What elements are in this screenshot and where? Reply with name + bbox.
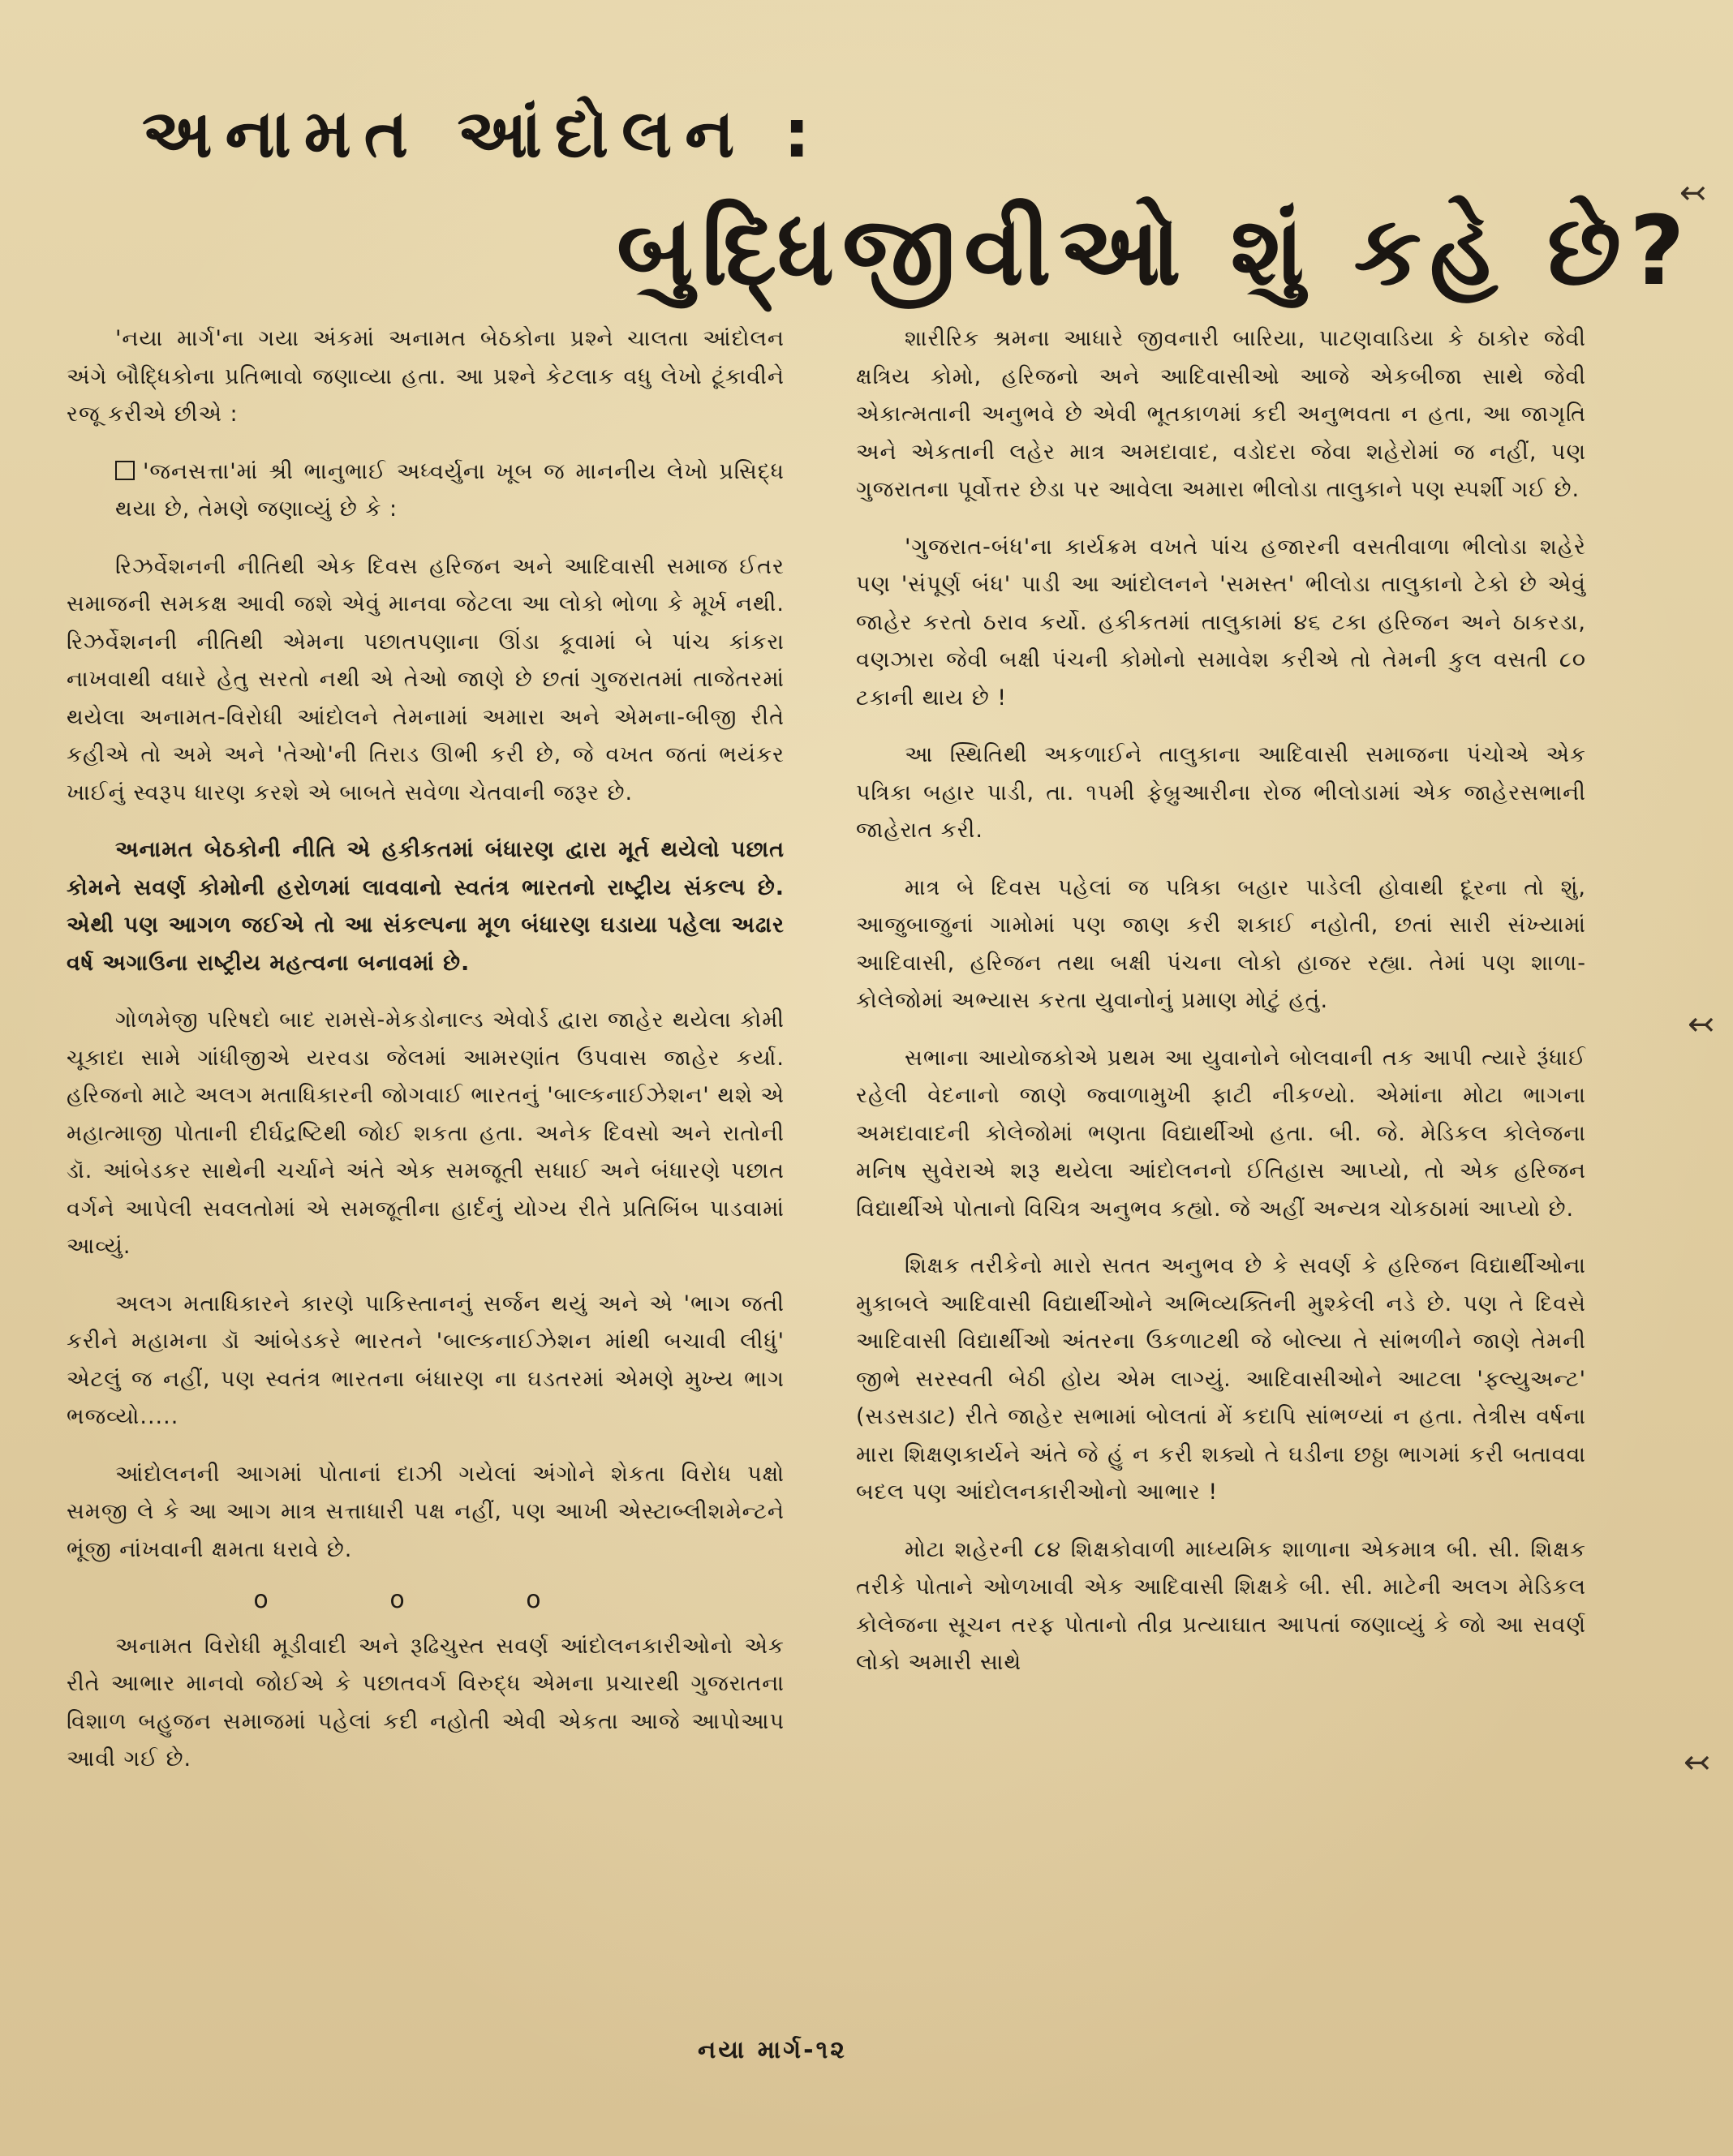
paragraph: સભાના આયોજકોએ પ્રથમ આ યુવાનોને બોલવાની તક આપી ત્યારે રૂંધાઈ રહેલી વેદનાનો જાણે જ્વાળામુખી ફાટી નીકળ્યો. એમાંના મોટા ભાગના અમદાવાદની કોલેજોમાં ભણતા વિદ્યાર્થીઓ હતા. બી. જે. મેડિકલ કોલેજના મનિષ સુવેરાએ શરૂ થયેલા આંદોલનનો ઈતિહાસ આપ્યો, તો એક હરિજન વિદ્યાર્થીએ પોતાનો વિચિત્ર અનુભવ કહ્યો. જે અહીં અન્યત્ર ચોકઠામાં આપ્યો છે. bbox=[856, 1045, 1586, 1222]
paragraph: અનામત બેઠકોની નીતિ એ હકીકતમાં બંધારણ દ્વારા મૂર્ત થયેલો પછાત કોમને સવર્ણ કોમોની હરોળમાં લાવવાનો સ્વતંત્ર ભારતનો રાષ્ટ્રીય સંકલ્પ છે. એથી પણ આગળ જઈએ તો આ સંકલ્પના મૂળ બંધારણ ઘડાયા પહેલા અઢાર વર્ષ અગાઉના રાષ્ટ્રીય મહત્વના બનાવમાં છે. bbox=[67, 837, 785, 976]
square-bullet-icon bbox=[115, 461, 135, 480]
paragraph: શિક્ષક તરીકેનો મારો સતત અનુભવ છે કે સવર્ણ કે હરિજન વિદ્યાર્થીઓના મુકાબલે આદિવાસી વિદ્યાર્થીઓને અભિવ્યક્તિની મુશ્કેલી નડે છે. પણ તે દિવસે આદિવાસી વિદ્યાર્થીઓ અંતરના ઉકળાટથી જે બોલ્યા તે સાંભળીને જાણે તેમની જીભે સરસ્વતી બેઠી હોય એમ લાગ્યું. આદિવાસીઓને આટલા 'ફ્લ્યુઅન્ટ' (સડસડાટ) રીતે જાહેર સભામાં બોલતાં મેં કદાપિ સાંભળ્યાં ન હતા. તેત્રીસ વર્ષના મારા શિક્ષણકાર્યને અંતે જે હું ન કરી શક્યો તે ઘડીના છઠ્ઠા ભાગમાં કરી બતાવવા બદલ પણ આંદોલનકારીઓનો આભાર ! bbox=[856, 1253, 1586, 1505]
intro-paragraph: 'નયા માર્ગ'ના ગયા અંકમાં અનામત બેઠકોના પ્રશ્ને ચાલતા આંદોલન અંગે બૌદ્ધિકોના પ્રતિભાવો જણાવ્યા હતા. આ પ્રશ્ને કેટલાક વધુ લેખો ટૂંકાવીને રજૂ કરીએ છીએ : bbox=[67, 326, 785, 427]
margin-mark-icon: ↢ bbox=[1688, 1006, 1715, 1043]
paragraph: રિઝર્વેશનની નીતિથી એક દિવસ હરિજન અને આદિવાસી સમાજ ઈતર સમાજની સમકક્ષ આવી જશે એવું માનવા જેટલા આ લોકો ભોળા કે મૂર્ખ નથી. રિઝર્વેશનની નીતિથી એમના પછાતપણાના ઊંડા કૂવામાં બે પાંચ કાંકરા નાખવાથી વધારે હેતુ સરતો નથી એ તેઓ જાણે છે છતાં ગુજરાતમાં તાજેતરમાં થયેલા અનામત-વિરોધી આંદોલને તેમનામાં અમારા અને એમના-બીજી રીતે કહીએ તો અમે અને 'તેઓ'ની તિરાડ ઊભી કરી છે, જે વખત જતાં ભયંકર ખાઈનું સ્વરૂપ ધારણ કરશે એ બાબતે સવેળા ચેતવાની જરૂર છે. bbox=[67, 553, 785, 805]
quote-intro-paragraph bbox=[67, 453, 785, 529]
margin-mark-icon: ↢ bbox=[1679, 174, 1707, 212]
paragraph: આ સ્થિતિથી અકળાઈને તાલુકાના આદિવાસી સમાજના પંચોએ એક પત્રિકા બહાર પાડી, તા. ૧૫મી ફેબ્રુઆરીના રોજ ભીલોડામાં એક જાહેરસભાની જાહેરાત કરી. bbox=[856, 742, 1586, 843]
section-separator: o o o bbox=[253, 1586, 598, 1614]
headline-line-1: અનામત આંદોલન : bbox=[142, 96, 823, 173]
right-column bbox=[856, 320, 1586, 1702]
paragraph: ગોળમેજી પરિષદો બાદ રામસે-મેકડોનાલ્ડ એવોર્ડ દ્વારા જાહેર થયેલા કોમી ચૂકાદા સામે ગાંધીજીએ યરવડા જેલમાં આમરણાંત ઉપવાસ જાહેર કર્યા. હરિજનો માટે અલગ મતાધિકારની જોગવાઈ ભારતનું 'બાલ્કનાઈઝેશન' થશે એ મહાત્માજી પોતાની દીર્ઘદ્રષ્ટિથી જોઈ શકતા હતા. અનેક દિવસો અને રાતોની ડૉ. આંબેડકર સાથેની ચર્ચાને અંતે એક સમજૂતી સધાઈ અને બંધારણે પછાત વર્ગને આપેલી સવલતોમાં એ સમજૂતીના હાર્દનું યોગ્ય રીતે પ્રતિબિંબ પાડવામાં આવ્યું. bbox=[67, 1007, 785, 1259]
paragraph: શારીરિક શ્રમના આધારે જીવનારી બારિયા, પાટણવાડિયા કે ઠાકોર જેવી ક્ષત્રિય કોમો, હરિજનો અને આદિવાસીઓ આજે એકબીજા સાથે જેવી એકાત્મતાની અનુભવે છે એવી ભૂતકાળમાં કદી અનુભવતા ન હતા, આ જાગૃતિ અને એકતાની લહેર માત્ર અમદાવાદ, વડોદરા જેવા શહેરોમાં જ નહીં, પણ ગુજરાતના પૂર્વોત્તર છેડા પર આવેલા અમારા ભીલોડા તાલુકાને પણ સ્પર્શી ગઈ છે. bbox=[856, 326, 1586, 502]
page-footer: નયા માર્ગ-૧૨ bbox=[698, 2036, 847, 2064]
left-column bbox=[67, 320, 785, 1798]
paragraph: માત્ર બે દિવસ પહેલાં જ પત્રિકા બહાર પાડેલી હોવાથી દૂરના તો શું, આજુબાજુનાં ગામોમાં પણ જાણ કરી શકાઈ નહોતી, છતાં સારી સંખ્યામાં આદિવાસી, હરિજન તથા બક્ષી પંચના લોકો હાજર રહ્યા. તેમાં પણ શાળા-કોલેજોમાં અભ્યાસ કરતા યુવાનોનું પ્રમાણ મોટું હતું. bbox=[856, 874, 1586, 1013]
headline-line-2: બુદ્ધિજીવીઓ શું કહે છે? bbox=[617, 195, 1693, 307]
margin-mark-icon: ↢ bbox=[1684, 1744, 1711, 1781]
paragraph: મોટા શહેરની ૮૪ શિક્ષકોવાળી માધ્યમિક શાળાના એકમાત્ર બી. સી. શિક્ષક તરીકે પોતાને ઓળખાવી એક આદિવાસી શિક્ષકે બી. સી. માટેની અલગ મેડિકલ કોલેજના સૂચન તરફ પોતાનો તીવ્ર પ્રત્યાઘાત આપતાં જણાવ્યું કે જો આ સવર્ણ લોકો અમારી સાથે bbox=[856, 1536, 1586, 1675]
paragraph: અનામત વિરોધી મૂડીવાદી અને રૂઢિચુસ્ત સવર્ણ આંદોલનકારીઓનો એક રીતે આભાર માનવો જોઈએ કે પછાતવર્ગ વિરુદ્ધ એમના પ્રચારથી ગુજરાતના વિશાળ બહુજન સમાજમાં પહેલાં કદી નહોતી એવી એકતા આજે આપોઆપ આવી ગઈ છે. bbox=[67, 1633, 785, 1772]
paragraph: 'ગુજરાત-બંધ'ના કાર્યક્રમ વખતે પાંચ હજારની વસતીવાળા ભીલોડા શહેરે પણ 'સંપૂર્ણ બંધ' પાડી આ આંદોલનને 'સમસ્ત' ભીલોડા તાલુકાનો ટેકો છે એવું જાહેર કરતો ઠરાવ કર્યો. હકીકતમાં તાલુકામાં ૪૬ ટકા હરિજન અને ઠાકરડા, વણઝારા જેવી બક્ષી પંચની કોમોનો સમાવેશ કરીએ તો તેમની કુલ વસતી ૮૦ ટકાની થાય છે ! bbox=[856, 534, 1586, 711]
quote-intro-text: 'જનસત્તા'માં શ્રી ભાનુભાઈ અધ્વર્યુના ખૂબ જ માનનીય લેખો પ્રસિદ્ધ થયા છે, તેમણે જણાવ્યું છે કે : bbox=[115, 458, 785, 522]
paragraph: આંદોલનની આગમાં પોતાનાં દાઝી ગયેલાં અંગોને શેકતા વિરોધ પક્ષો સમજી લે કે આ આગ માત્ર સત્તાધારી પક્ષ નહીં, પણ આખી એસ્ટાબ્લીશમેન્ટને ભૂંજી નાંખવાની ક્ષમતા ધરાવે છે. bbox=[67, 1461, 785, 1562]
paragraph: અલગ મતાધિકારને કારણે પાકિસ્તાનનું સર્જન થયું અને એ 'ભાગ જતી કરીને મહામના ડૉ આંબેડકરે ભારતને 'બાલ્કનાઈઝેશન માંથી બચાવી લીધું' એટલું જ નહીં, પણ સ્વતંત્ર ભારતના બંધારણ ના ઘડતરમાં એમણે મુખ્ય ભાગ ભજવ્યો..... bbox=[67, 1291, 785, 1429]
